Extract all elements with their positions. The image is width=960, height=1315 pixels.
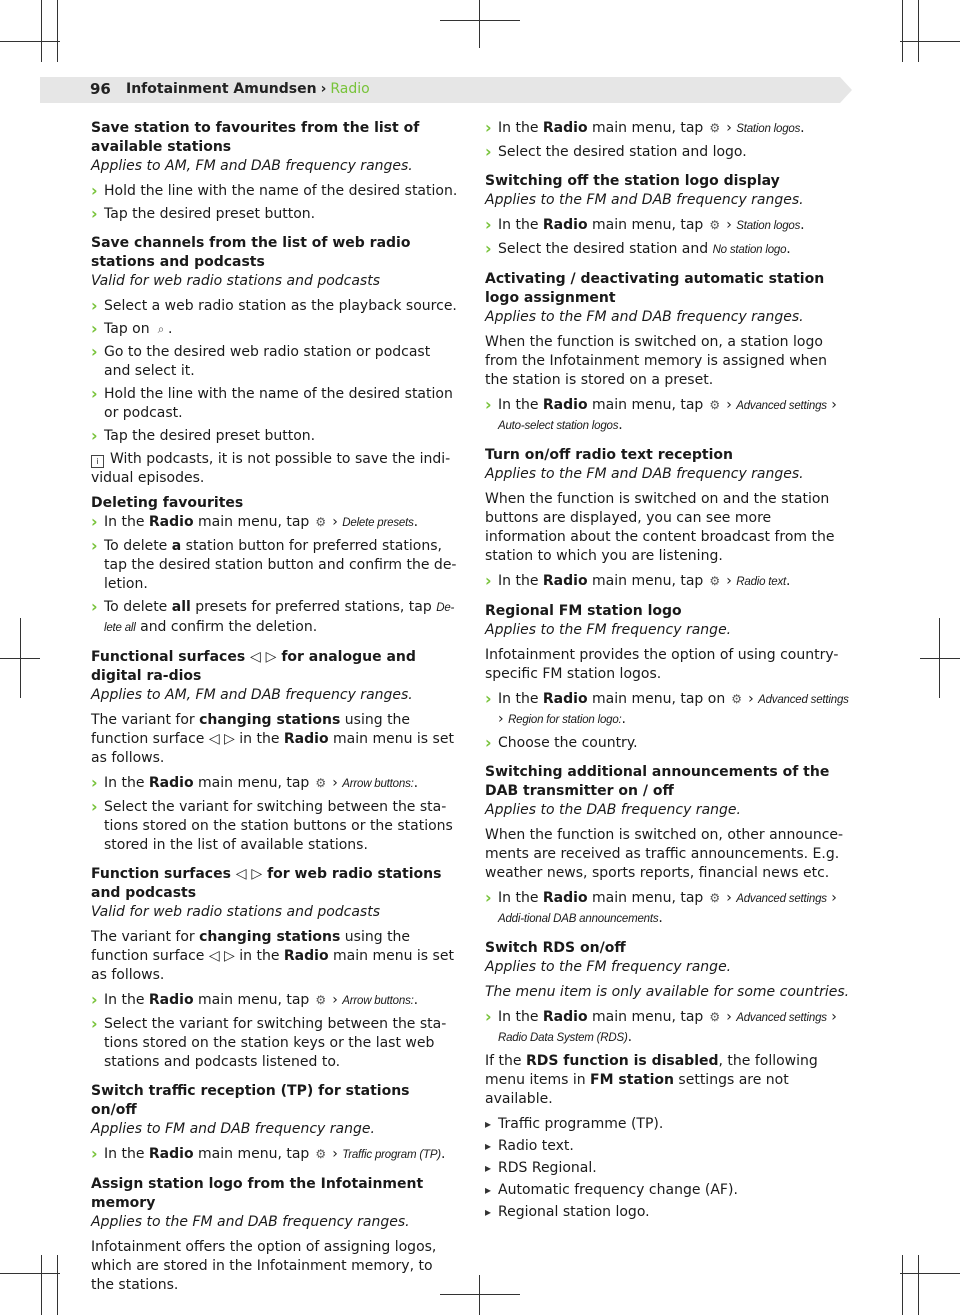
section-title: Regional FM station logo: [485, 603, 682, 619]
section-title: Switch RDS on/off: [485, 940, 626, 956]
section-subtitle: Applies to the FM and DAB frequency ranges.: [91, 1214, 410, 1230]
settings-icon: ⚙: [709, 574, 721, 588]
settings-icon: ⚙: [315, 993, 327, 1007]
section-title: Activating / deactivating automatic station logo assignment: [485, 271, 825, 306]
instruction-step: › Select the desired station and No station logo.: [485, 240, 853, 260]
crop-mark: [57, 1255, 58, 1315]
instruction-step: › To delete a station button for preferred stations, tap the desired station button and confirm the de-letion.: [91, 537, 459, 594]
crop-mark: [920, 658, 960, 659]
section-title: Assign station logo from the Infotainment memory: [91, 1176, 424, 1211]
crop-mark: [0, 658, 40, 659]
menu-item-advanced-settings: Advanced settings: [736, 1012, 827, 1024]
paragraph: Infotainment offers the option of assigning logos, which are stored in the Infotainment memory, to the stations.: [91, 1239, 437, 1293]
breadcrumb-separator: ›: [320, 81, 327, 97]
instruction-step: › In the Radio main menu, tap on ⚙ › Advanced settings › Region for station logo:.: [485, 690, 853, 730]
menu-item-advanced-settings: Advanced settings: [736, 893, 827, 905]
list-item: ▸ Radio text.: [485, 1137, 853, 1156]
settings-icon: ⚙: [315, 515, 327, 529]
crop-mark: [918, 1255, 919, 1315]
crop-mark: [918, 0, 919, 62]
section-subtitle: The menu item is only available for some countries.: [485, 984, 850, 1000]
instruction-step: › Go to the desired web radio station or podcast and select it.: [91, 343, 459, 381]
menu-item-delete-all: De-lete all: [104, 602, 455, 634]
section-subtitle: Applies to the FM and DAB frequency ranges.: [485, 466, 804, 482]
instruction-step: › Select a web radio station as the playback source.: [91, 297, 459, 316]
paragraph: When the function is switched on and the station buttons are displayed, you can see more information about the content broadcast from the station to which you are listening.: [485, 491, 835, 564]
section-title: Turn on/off radio text reception: [485, 447, 733, 463]
crop-mark: [900, 1273, 960, 1274]
crop-mark: [902, 0, 903, 62]
crop-mark: [900, 41, 960, 42]
instruction-step: › Select the variant for switching between the sta-tions stored on the station buttons or the stations stored in the list of available stations.: [91, 798, 459, 855]
section-subtitle: Applies to FM and DAB frequency range.: [91, 1121, 375, 1137]
section-subtitle: Valid for web radio stations and podcasts: [91, 904, 381, 920]
section-title: Function surfaces ◁ ▷ for web radio stations and podcasts: [91, 866, 442, 901]
crop-mark: [440, 20, 520, 21]
crop-mark: [479, 0, 480, 48]
instruction-step: › Select the desired station and logo.: [485, 143, 853, 162]
note: i With podcasts, it is not possible to save the indi-vidual episodes.: [91, 451, 451, 486]
section-title: Switching additional announcements of the DAB transmitter on / off: [485, 764, 830, 799]
menu-item-station-logos: Station logos: [736, 220, 801, 232]
instruction-step: › In the Radio main menu, tap ⚙ › Advanced settings › Radio Data System (RDS).: [485, 1008, 853, 1048]
menu-item-auto-select-logos: Auto-select station logos: [498, 420, 619, 432]
menu-item-advanced-settings: Advanced settings: [736, 400, 827, 412]
settings-icon: ⚙: [315, 1147, 327, 1161]
section-subtitle: Applies to the FM and DAB frequency ranges.: [485, 192, 804, 208]
menu-item-advanced-settings: Advanced settings: [758, 694, 849, 706]
menu-item-no-station-logo: No station logo: [712, 244, 787, 256]
paragraph: The variant for changing stations using the function surface ◁ ▷ in the Radio main menu is set as follows.: [91, 712, 454, 766]
menu-item-radio-text: Radio text: [736, 576, 787, 588]
section-title: Functional surfaces ◁ ▷ for analogue and digital ra-dios: [91, 649, 416, 684]
paragraph: When the function is switched on, other announce-ments are received as traffic announcements. E.g. weather news, sports reports, financial news etc.: [485, 827, 844, 881]
paragraph: The variant for changing stations using the function surface ◁ ▷ in the Radio main menu is set as follows.: [91, 929, 454, 983]
instruction-step: › In the Radio main menu, tap ⚙ › Traffic program (TP).: [91, 1145, 459, 1165]
settings-icon: ⚙: [315, 776, 327, 790]
breadcrumb: [126, 81, 370, 97]
settings-icon: ⚙: [709, 218, 721, 232]
menu-item-delete-presets: Delete presets: [342, 517, 414, 529]
instruction-step: › In the Radio main menu, tap ⚙ › Station logos.: [485, 216, 853, 236]
breadcrumb-subsection[interactable]: Radio: [330, 81, 370, 97]
settings-icon: ⚙: [709, 891, 721, 905]
section-subtitle: Applies to AM, FM and DAB frequency ranges.: [91, 687, 413, 703]
breadcrumb-section: Infotainment Amundsen: [126, 81, 317, 97]
settings-icon: ⚙: [709, 398, 721, 412]
instruction-step: › In the Radio main menu, tap ⚙ › Arrow buttons:.: [91, 774, 459, 794]
instruction-step: › Hold the line with the name of the desired station.: [91, 182, 459, 201]
instruction-step: › To delete all presets for preferred stations, tap De-lete all and confirm the deletion.: [91, 598, 459, 638]
list-item: ▸ Automatic frequency change (AF).: [485, 1181, 853, 1200]
paragraph: If the RDS function is disabled, the following menu items in FM station settings are not available.: [485, 1053, 818, 1107]
crop-mark: [41, 0, 42, 62]
section-title: Switch traffic reception (TP) for stations on/off: [91, 1083, 410, 1118]
section-subtitle: Applies to the DAB frequency range.: [485, 802, 741, 818]
list-item: ▸ Regional station logo.: [485, 1203, 853, 1222]
settings-icon: ⚙: [709, 1010, 721, 1024]
section-subtitle: Applies to AM, FM and DAB frequency ranges.: [91, 158, 413, 174]
paragraph: Infotainment provides the option of using country-specific FM station logos.: [485, 647, 839, 682]
instruction-step: › In the Radio main menu, tap ⚙ › Delete presets.: [91, 513, 459, 533]
section-subtitle: Applies to the FM frequency range.: [485, 959, 732, 975]
section-subtitle: Applies to the FM and DAB frequency ranges.: [485, 309, 804, 325]
instruction-step: › Tap on ⌕ .: [91, 320, 459, 339]
instruction-step: › In the Radio main menu, tap ⚙ › Station logos.: [485, 119, 853, 139]
menu-item-station-logos: Station logos: [736, 123, 801, 135]
instruction-step: › Hold the line with the name of the desired station or podcast.: [91, 385, 459, 423]
menu-item-arrow-buttons: Arrow buttons:: [342, 778, 414, 790]
search-icon: ⌕: [157, 322, 165, 336]
crop-mark: [0, 41, 60, 42]
crop-mark: [479, 1275, 480, 1315]
instruction-step: › In the Radio main menu, tap ⚙ › Arrow buttons:.: [91, 991, 459, 1011]
crop-mark: [41, 1255, 42, 1315]
left-column: [91, 119, 459, 1301]
crop-mark: [902, 1255, 903, 1315]
section-title: Switching off the station logo display: [485, 173, 780, 189]
menu-item-region-logo: Region for station logo:: [508, 714, 622, 726]
menu-item-arrow-buttons: Arrow buttons:: [342, 995, 414, 1007]
instruction-step: › In the Radio main menu, tap ⚙ › Radio text.: [485, 572, 853, 592]
instruction-step: › In the Radio main menu, tap ⚙ › Advanced settings › Auto-select station logos.: [485, 396, 853, 436]
instruction-step: › Choose the country.: [485, 734, 853, 753]
instruction-step: › Tap the desired preset button.: [91, 427, 459, 446]
section-title: Deleting favourites: [91, 495, 244, 511]
settings-icon: ⚙: [731, 692, 743, 706]
menu-item-rds: Radio Data System (RDS): [498, 1032, 628, 1044]
list-item: ▸ RDS Regional.: [485, 1159, 853, 1178]
page-number: 96: [90, 80, 111, 98]
header-bar-tip: [840, 77, 852, 103]
section-subtitle: Valid for web radio stations and podcasts: [91, 273, 381, 289]
paragraph: When the function is switched on, a station logo from the Infotainment memory is assigned when the station is stored on a preset.: [485, 334, 828, 388]
instruction-step: › Tap the desired preset button.: [91, 205, 459, 224]
instruction-step: › In the Radio main menu, tap ⚙ › Advanced settings › Addi-tional DAB announcements.: [485, 889, 853, 929]
list-item: ▸ Traffic programme (TP).: [485, 1115, 853, 1134]
menu-item-traffic-program: Traffic program (TP): [342, 1149, 441, 1161]
crop-mark: [0, 1273, 60, 1274]
section-title: Save channels from the list of web radio stations and podcasts: [91, 235, 411, 270]
note-icon: i: [91, 455, 104, 468]
menu-item-dab-announcements: Addi-tional DAB announcements: [498, 913, 659, 925]
instruction-step: › Select the variant for switching between the sta-tions stored on the station keys or the last web stations and podcasts listened to.: [91, 1015, 459, 1072]
section-subtitle: Applies to the FM frequency range.: [485, 622, 732, 638]
right-column: [485, 119, 853, 1225]
settings-icon: ⚙: [709, 121, 721, 135]
crop-mark: [57, 0, 58, 62]
section-title: Save station to favourites from the list of available stations: [91, 120, 420, 155]
